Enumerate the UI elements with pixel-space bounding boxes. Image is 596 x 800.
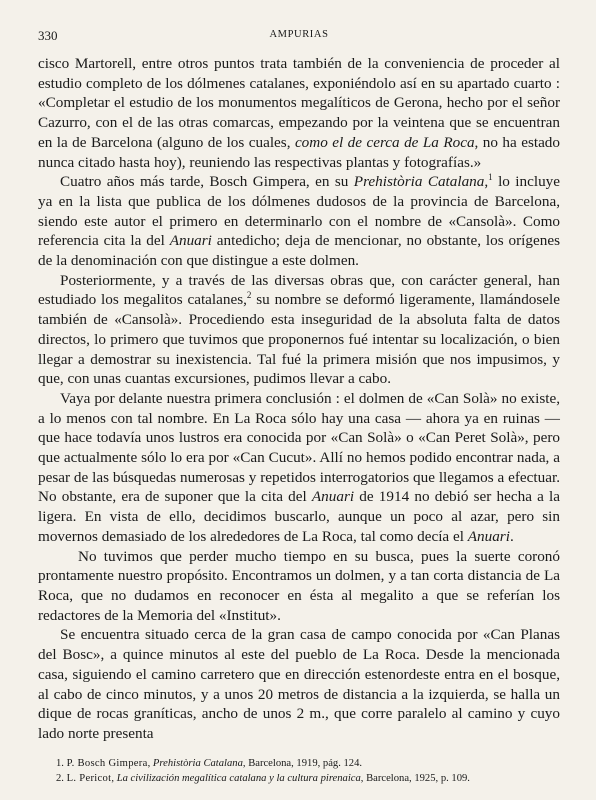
text-run: . — [509, 527, 514, 545]
footnote-number: 1. — [56, 758, 64, 769]
footnote-ref-2: 2 — [246, 290, 252, 301]
text-run: antedicho; deja de mencionar, no obstante, los orígenes de la denominación con que distingue a este dolmen. — [38, 232, 560, 270]
italic-run: Anuari — [467, 527, 510, 545]
footnote-author: P. Bosch Gimpera — [66, 758, 148, 769]
text-run: Cuatro años más tarde, Bosch Gimpera, en su — [60, 173, 354, 191]
footnote-detail: , Barcelona, 1925, p. 109. — [360, 773, 470, 784]
text-run: Se encuentra situado cerca de la gran casa de campo conocida por «Can Planas del Bosc», a quince minutos al este del pueblo de La Roca. Desde la mencionada casa, siguiendo el camino carretero que en dirección estenordeste entra en el bosque, al cabo de cinco minutos, y a unos 20 metros de distancia a la izquierda, se halla un dique de rocas graníticas, ancho de unos 2 m., que corre paralelo al camino y cuyo lado norte presenta — [38, 626, 560, 742]
footnotes — [38, 756, 560, 786]
text-run: su nombre se deformó ligeramente, llamándosele también de «Cansolà». Procediendo esta inseguridad de la absoluta falta de datos directos, lo primero que tuvimos que proponernos fué intentar su localización, o bien llegar a demostrar su inexistencia. Tal fué la primera misión que nos impusimos, y que, con unas cuantas excursiones, pudimos llevar a cabo. — [38, 291, 560, 388]
text-run: Posteriormente, y a través de las diversas obras que, con carácter general, han estudiado los megalitos catalanes, — [38, 271, 560, 309]
footnote-separator: , — [111, 773, 117, 784]
italic-run: Anuari — [311, 488, 355, 506]
footnote-ref-1: 1 — [488, 172, 493, 183]
footnote-2 — [38, 771, 560, 786]
footnote-detail: , Barcelona, 1919, pág. 124. — [242, 758, 363, 769]
paragraph-6 — [38, 625, 560, 743]
paragraph-4 — [38, 389, 560, 547]
text-run: , no ha estado nunca citado hasta hoy), reuniendo las respectivas plantas y fotografías.» — [38, 133, 560, 171]
running-title: AMPURIAS — [269, 29, 329, 40]
text-run: No tuvimos que perder mucho tiempo en su busca, pues la suerte coronó prontamente nuestro propósito. Encontramos un dolmen, y a tan corta distancia de La Roca, que no dudamos en reconocer en ésta al megalito a que se referían los redactores de la Memoria del «Institut». — [38, 547, 560, 624]
footnote-author: L. Pericot — [66, 773, 112, 784]
text-run: lo incluye ya en la lista que publica de los dólmenes dudosos de la provincia de Barcelona, siendo este autor el primero en determinarlo con el nombre de «Cansolà». Como referencia cita la del — [38, 173, 561, 250]
paragraph-2: Cuatro años más tarde, Bosch Gimpera, en su Prehistòria Catalana,$^1$ lo incluye ya en la lista que publica de los dólmenes dudosos de la provincia de Barcelona, siendo este autor el primero en determinarlo con el nombre de «Cansolà». Como referencia cita la del Anuari antedicho; deja de mencionar, no obstante, los orígenes de la denominación con que distingue a este dolmen. — [38, 172, 561, 270]
paragraph-5 — [38, 547, 560, 626]
paragraph-1 — [38, 54, 560, 172]
text-run: Vaya por delante nuestra primera conclusión : el dolmen de «Can Solà» no existe, a lo menos con tal nombre. En La Roca sólo hay una casa — ahora ya en ruinas — que hace todavía unos lustros era conocida por «Can Solà» o «Can Peret Solà», pero que actualmente sólo lo era por «Can Cucut». Allí no hemos podido encontrar nada, a pesar de las búsquedas numerosas y repetidos interrogatorios que llegamos a efectuar. No obstante, era de suponer que la cita del — [38, 389, 560, 506]
italic-run: como el de cerca de La Roca — [294, 133, 475, 151]
text-run: de 1914 no debió ser hecha a la ligera. En vista de ello, decidimos buscarlo, aunque un poco al azar, pero sin movernos demasiado de los alrededores de La Roca, tal como decía el — [38, 488, 560, 545]
page-number: 330 — [38, 28, 58, 43]
footnote-title: La civilización megalítica catalana y la cultura pirenaica — [116, 773, 361, 784]
footnote-title: Prehistòria Catalana — [152, 758, 243, 769]
italic-run: Anuari — [169, 232, 212, 250]
page-header — [38, 28, 560, 54]
italic-run: Prehistòria Catalana — [353, 173, 485, 191]
footnote-1 — [38, 756, 560, 771]
text-run: cisco Martorell, entre otros puntos trata también de la conveniencia de proceder al estudio completo de los dólmenes catalanes, exponiéndolo así en su apartado cuarto : «Completar el estudio de los monumentos megalíticos de Gerona, hecho por el señor Cazurro, con el de las otras comarcas, empezando por la veintena que se encuentran en la de Barcelona (alguno de los cuales, — [38, 55, 560, 151]
footnote-separator: , — [147, 758, 153, 769]
body-text — [38, 54, 560, 744]
paragraph-3 — [38, 271, 560, 389]
footnote-number: 2. — [56, 773, 64, 784]
